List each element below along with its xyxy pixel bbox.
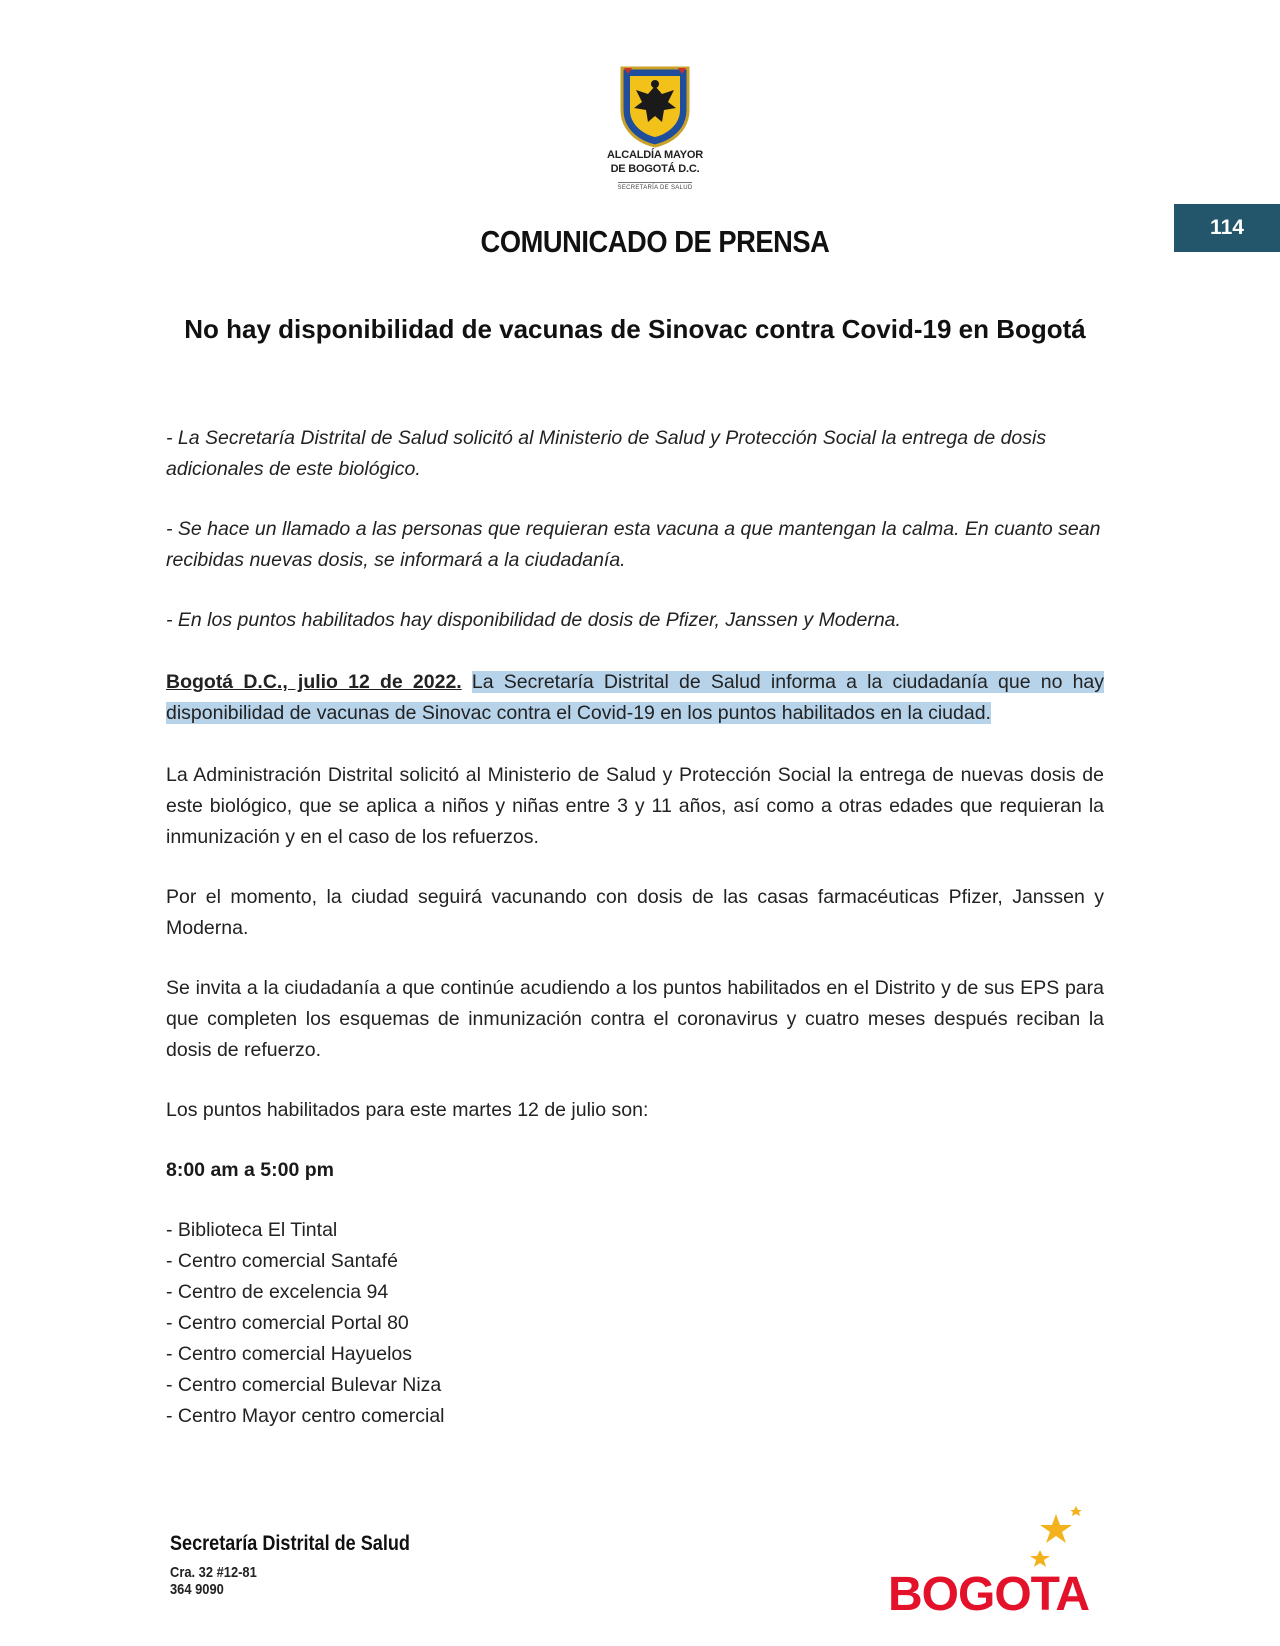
vaccination-points-list bbox=[166, 1215, 1104, 1432]
svg-text:BOGOTA: BOGOTA bbox=[888, 1568, 1090, 1621]
org-subname: SECRETARÍA DE SALUD bbox=[618, 182, 693, 191]
footer-contact bbox=[170, 1532, 449, 1598]
list-item: - Biblioteca El Tintal bbox=[166, 1219, 338, 1241]
list-item: - Centro de excelencia 94 bbox=[166, 1281, 389, 1303]
summary-bullet-1: - La Secretaría Distrital de Salud solicitó al Ministerio de Salud y Protección Social la entrega de dosis adicionales de este biológico. bbox=[166, 427, 1047, 480]
letterhead bbox=[0, 64, 1280, 194]
dateline: Bogotá D.C., julio 12 de 2022. bbox=[166, 671, 462, 693]
footer-org-name: Secretaría Distrital de Salud bbox=[170, 1532, 410, 1555]
list-item: - Centro comercial Bulevar Niza bbox=[166, 1374, 442, 1396]
body-content bbox=[166, 423, 1104, 1432]
list-item: - Centro comercial Portal 80 bbox=[166, 1312, 409, 1334]
lead-paragraph bbox=[166, 667, 1104, 729]
summary-bullet-2: - Se hace un llamado a las personas que requieran esta vacuna a que mantengan la calma. En cuanto sean recibidas nuevas dosis, se informará a la ciudadanía. bbox=[166, 518, 1101, 571]
list-item: - Centro comercial Hayuelos bbox=[166, 1343, 413, 1365]
press-release-title: COMUNICADO DE PRENSA bbox=[480, 224, 830, 259]
highlighted-lead-text: La Secretaría Distrital de Salud informa a la ciudadanía que no hay disponibilidad de vacunas de Sinovac contra el Covid-19 en los puntos habilitados en la ciudad. bbox=[166, 671, 1105, 724]
headline: No hay disponibilidad de vacunas de Sinovac contra Covid-19 en Bogotá bbox=[184, 314, 1086, 344]
body-paragraph-2: Por el momento, la ciudad seguirá vacunando con dosis de las casas farmacéuticas Pfizer, Janssen y Moderna. bbox=[166, 886, 1104, 939]
footer-address: Cra. 32 #12-81 bbox=[170, 1564, 257, 1581]
body-paragraph-4: Los puntos habilitados para este martes 12 de julio son: bbox=[166, 1099, 649, 1121]
list-item: - Centro Mayor centro comercial bbox=[166, 1405, 445, 1427]
body-paragraph-1: La Administración Distrital solicitó al Ministerio de Salud y Protección Social la entrega de nuevas dosis de este biológico, que se aplica a niños y niñas entre 3 y 11 años, así como a otras edades que requieran la inmunización y en el caso de los refuerzos. bbox=[166, 764, 1104, 848]
page-number-badge: 114 bbox=[1174, 204, 1280, 252]
list-item: - Centro comercial Santafé bbox=[166, 1250, 398, 1272]
body-paragraph-3: Se invita a la ciudadanía a que continúe acudiendo a los puntos habilitados en el Distrito y de sus EPS para que completen los esquemas de inmunización contra el coronavirus y cuatro meses después reciban la dosis de refuerzo. bbox=[166, 977, 1104, 1061]
summary-bullet-3: - En los puntos habilitados hay disponibilidad de dosis de Pfizer, Janssen y Moderna. bbox=[166, 609, 901, 631]
hours-heading: 8:00 am a 5:00 pm bbox=[166, 1159, 335, 1181]
org-name-line1: ALCALDÍA MAYOR bbox=[607, 149, 703, 161]
org-name-line2: DE BOGOTÁ D.C. bbox=[610, 163, 700, 175]
bogota-logo-icon bbox=[880, 1500, 1110, 1630]
footer-phone: 364 9090 bbox=[170, 1581, 224, 1598]
bogota-coat-of-arms-icon bbox=[618, 64, 692, 148]
